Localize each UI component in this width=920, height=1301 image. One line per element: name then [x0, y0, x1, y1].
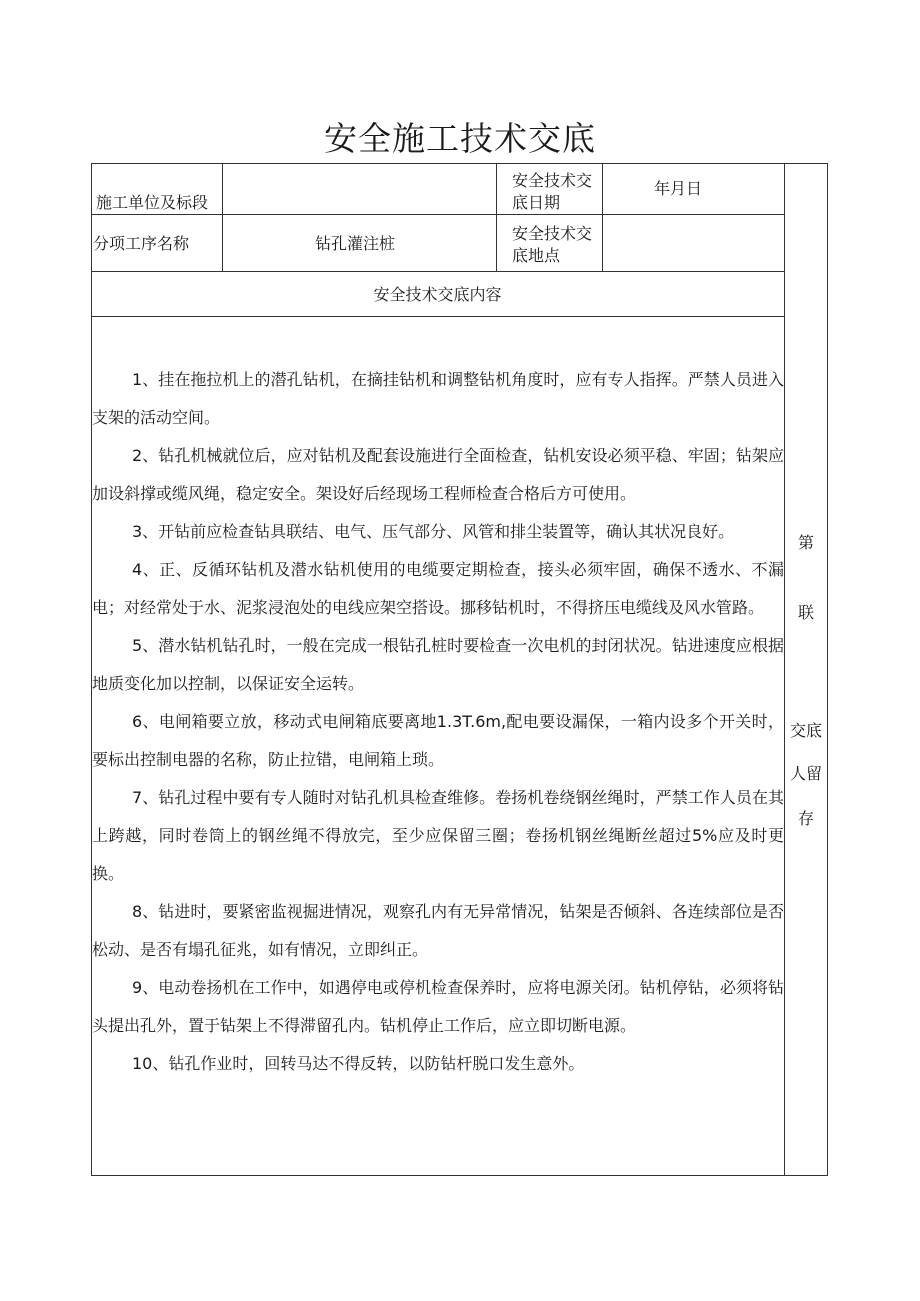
- column-divider: [602, 163, 603, 271]
- side-label-copy-part-3: 交底: [789, 721, 822, 740]
- date-label: [512, 170, 592, 214]
- side-column-divider: [784, 163, 785, 1176]
- row-divider: [91, 214, 784, 215]
- row-divider: [91, 271, 784, 272]
- item-value: 钻孔灌注桩: [315, 234, 396, 253]
- content-item-3: 3、开钻前应检查钻具联结、电气、压气部分、风管和排尘装置等，确认其状况良好。: [132, 522, 735, 541]
- content-heading: 安全技术交底内容: [373, 285, 502, 304]
- content-item-8: 8、钻进时，要紧密监视掘进情况，观察孔内有无异常情况，钻架是否倾斜、各连续部位是否松动、是否有塌孔征兆，如有情况，立即纠正。: [92, 902, 784, 959]
- content-item-7: 7、钻孔过程中要有专人随时对钻孔机具检查维修。卷扬机卷绕钢丝绳时，严禁工作人员在其上跨越，同时卷筒上的钢丝绳不得放完，至少应保留三圈；卷扬机钢丝绳断丝超过5%应及时更换。: [92, 788, 784, 883]
- content-item-5: 5、潜水钻机钻孔时，一般在完成一根钻孔桩时要检查一次电机的封闭状况。钻进速度应根据地质变化加以控制，以保证安全运转。: [92, 636, 784, 693]
- row-divider: [91, 316, 784, 317]
- date-value: 年月日: [654, 179, 703, 198]
- content-item-10: 10、钻孔作业时，回转马达不得反转，以防钻杆脱口发生意外。: [132, 1054, 585, 1073]
- column-divider: [496, 163, 497, 271]
- content-item-4: 4、正、反循环钻机及潜水钻机使用的电缆要定期检查，接头必须牢固，确保不透水、不漏电；对经常处于水、泥浆浸泡处的电线应架空搭设。挪移钻机时，不得挤压电缆线及风水管路。: [92, 560, 784, 617]
- place-label: [512, 223, 592, 267]
- side-label-copy-part-4: 人留: [789, 764, 822, 783]
- date-label-line-1: 安全技术交: [512, 171, 593, 190]
- content-item-1: 1、挂在拖拉机上的潜孔钻机，在摘挂钻机和调整钻机角度时，应有专人指挥。严禁人员进入支架的活动空间。: [92, 370, 784, 427]
- date-label-line-2: 底日期: [512, 193, 561, 212]
- content-item-6: 6、电闸箱要立放，移动式电闸箱底要离地1.3T.6m,配电要设漏保，一箱内设多个开关时，要标出控制电器的名称，防止拉错，电闸箱上琐。: [92, 712, 784, 769]
- side-label-copy-part-5: 存: [797, 809, 814, 828]
- page-title: 安全施工技术交底: [324, 119, 596, 158]
- content-body: [92, 318, 784, 1083]
- place-label-line-1: 安全技术交: [512, 224, 593, 243]
- content-item-9: 9、电动卷扬机在工作中，如遇停电或停机检查保养时，应将电源关闭。钻机停钻，必须将钻头提出孔外，置于钻架上不得滞留孔内。钻机停止工作后，应立即切断电源。: [92, 978, 784, 1035]
- side-label-copy-part-2: 联: [797, 603, 814, 622]
- item-label: 分项工序名称: [93, 234, 190, 253]
- side-label-copy-part-1: 第: [797, 533, 814, 552]
- unit-label: 施工单位及标段: [96, 193, 209, 212]
- place-label-line-2: 底地点: [512, 246, 561, 265]
- content-item-2: 2、钻孔机械就位后，应对钻机及配套设施进行全面检查，钻机安设必须平稳、牢固；钻架应加设斜撑或缆风绳，稳定安全。架设好后经现场工程师检查合格后方可使用。: [92, 446, 784, 503]
- column-divider: [222, 163, 223, 271]
